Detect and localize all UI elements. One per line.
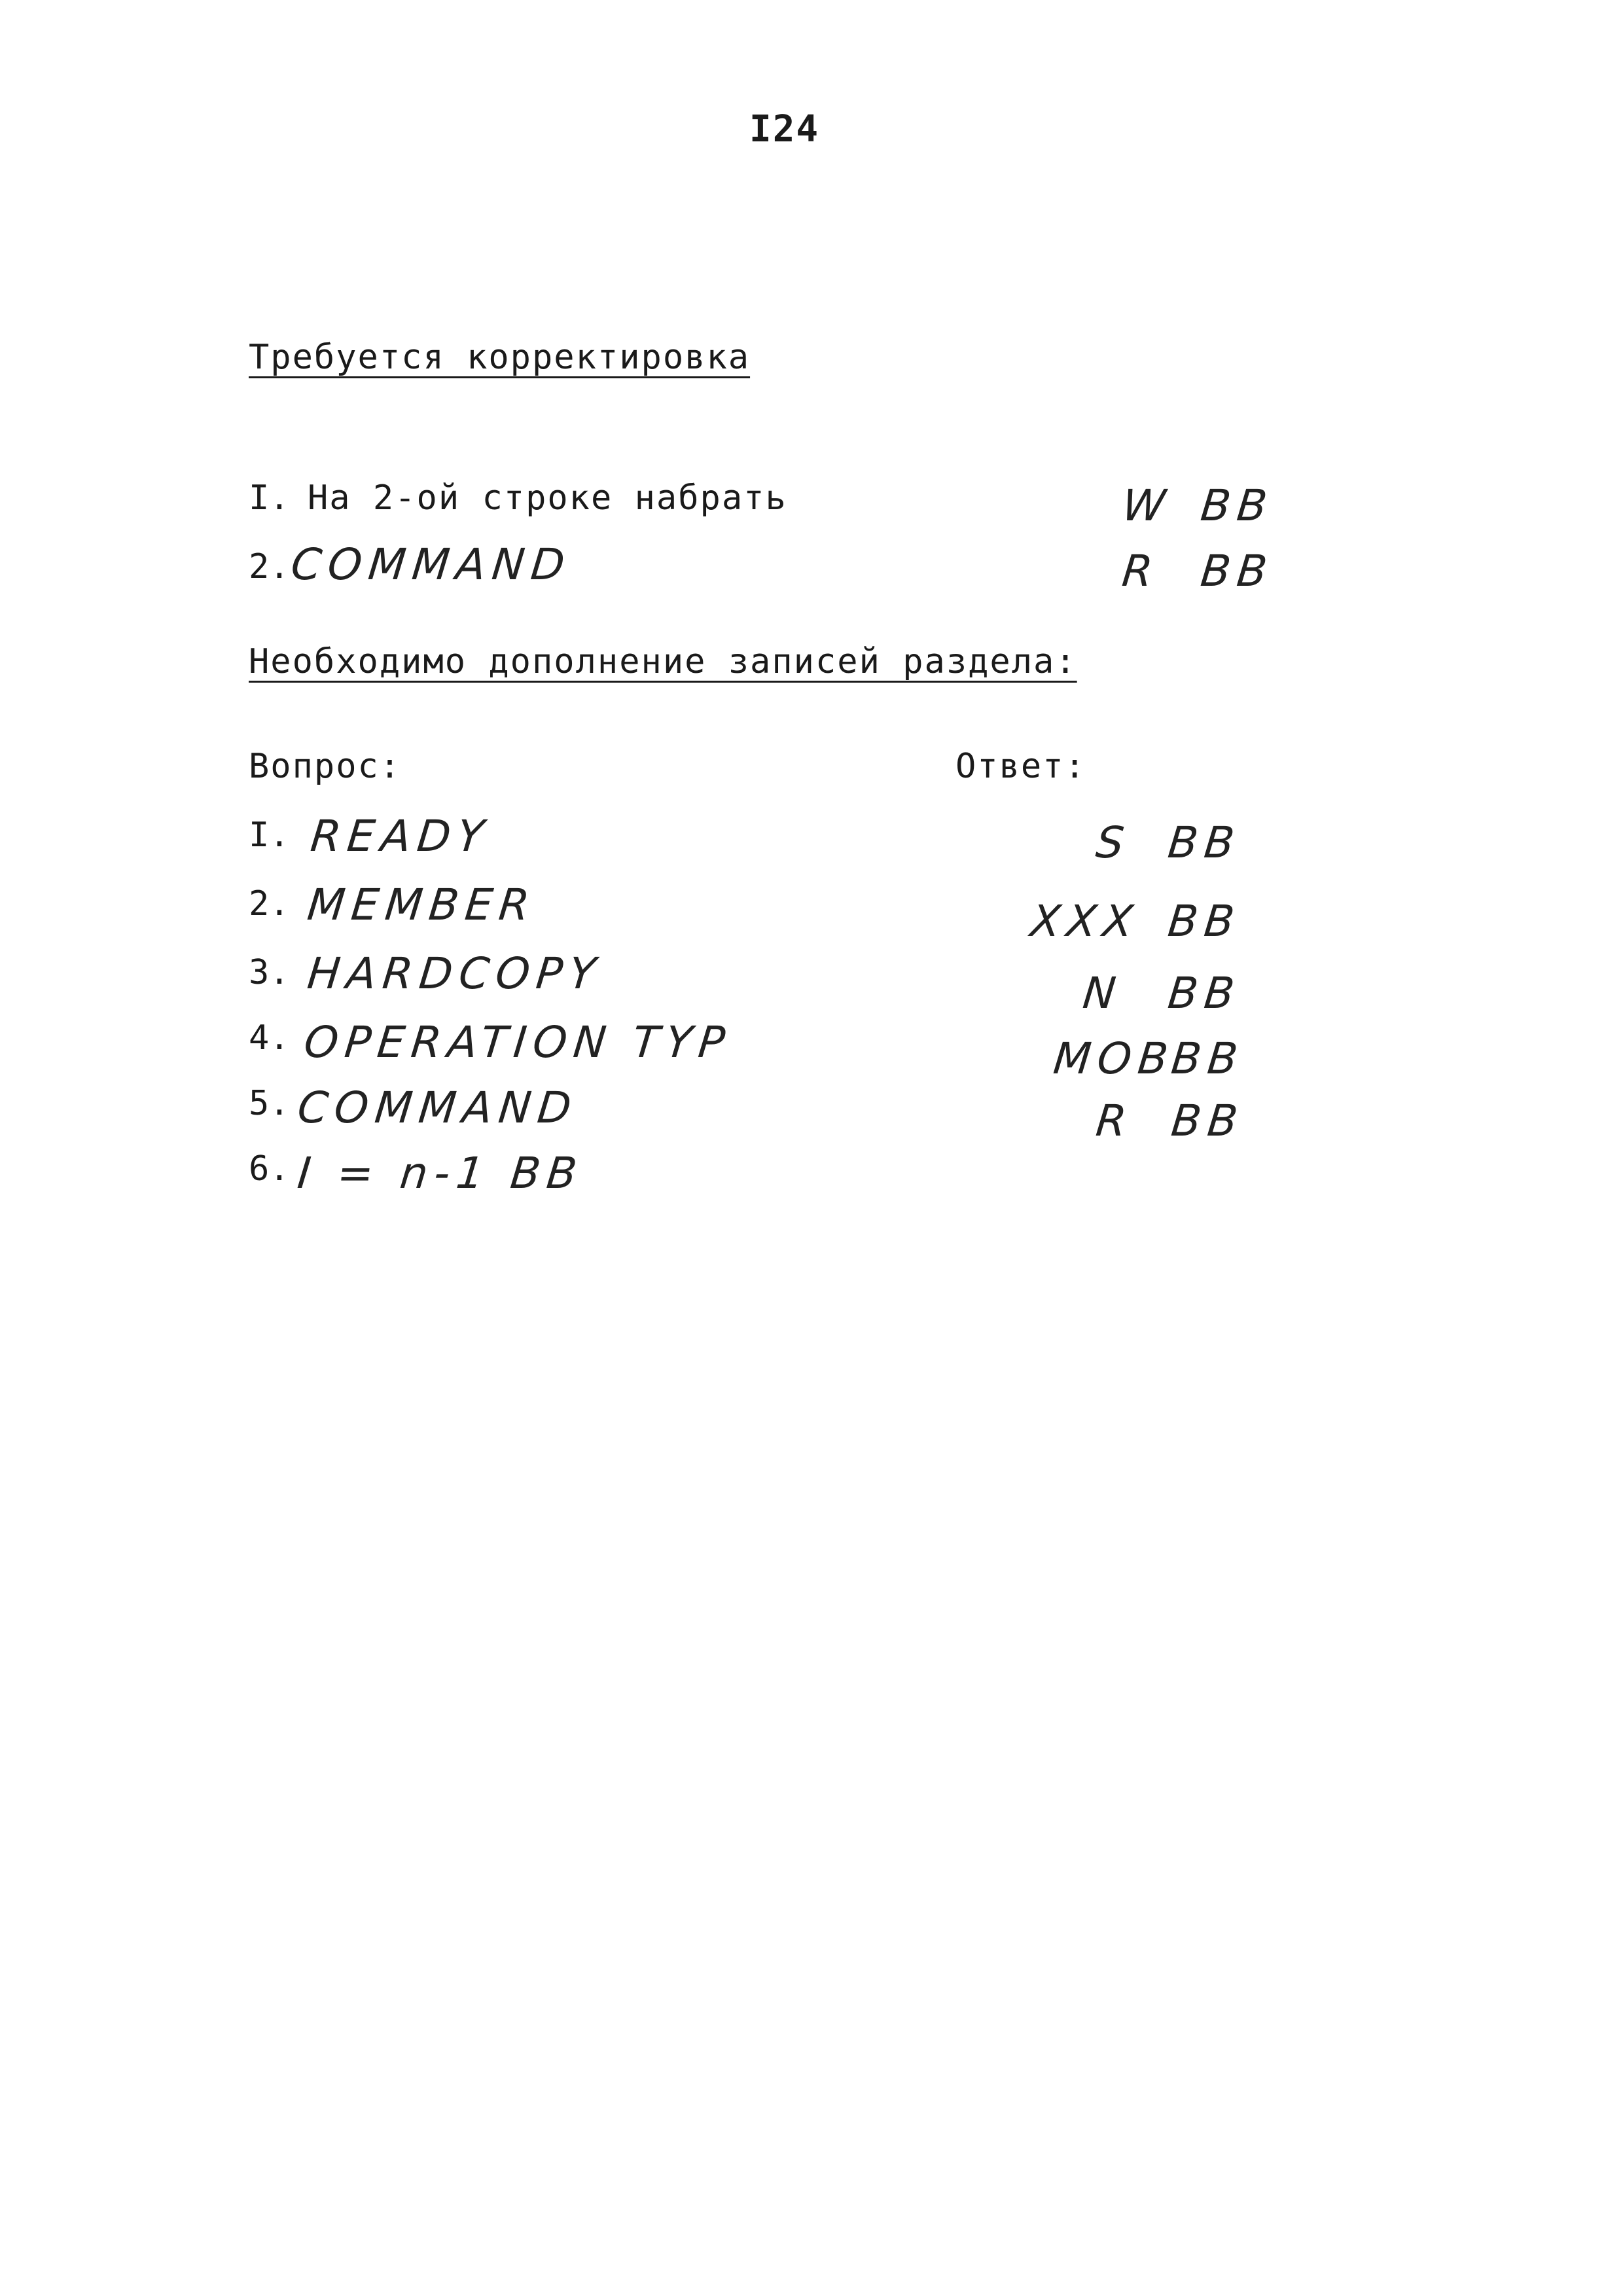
supplement-item-3-answer-code: N: [1080, 968, 1125, 1018]
supplement-item-4-answer-bb: BB: [1169, 1033, 1247, 1084]
supplement-heading: Необходимо дополнение записей раздела:: [249, 642, 1077, 681]
correction-item-1-answer-code: W: [1120, 480, 1175, 531]
supplement-item-2-answer-bb: BB: [1166, 896, 1243, 946]
supplement-item-6-number: 6.: [249, 1149, 290, 1189]
supplement-item-5-answer-bb: BB: [1169, 1096, 1247, 1146]
correction-item-2-number: 2.: [249, 547, 290, 586]
correction-item-2-text: COMMAND: [289, 539, 574, 590]
question-column-header: Вопрос:: [249, 747, 402, 786]
supplement-item-3-number: 3.: [249, 953, 290, 992]
supplement-item-3-answer-bb: BB: [1166, 968, 1243, 1018]
correction-item-2-answer-code: R: [1120, 546, 1162, 596]
supplement-item-4-number: 4.: [249, 1018, 290, 1058]
correction-heading: Требуется корректировка: [249, 338, 751, 377]
supplement-item-4-question: OPERATION TYP: [302, 1017, 734, 1067]
supplement-item-2-question: MEMBER: [305, 880, 539, 930]
correction-item-1-text: На 2-ой строке набрать: [308, 478, 787, 518]
supplement-item-1-question: READY: [308, 811, 493, 861]
correction-item-1-number: I.: [249, 478, 290, 518]
supplement-item-6-question: I = n-1 BB: [295, 1148, 586, 1198]
supplement-item-5-question: COMMAND: [295, 1083, 580, 1133]
correction-item-2-answer-bb: BB: [1198, 546, 1276, 596]
supplement-item-1-answer-bb: BB: [1166, 817, 1243, 868]
page-number: I24: [749, 108, 820, 151]
supplement-item-1-number: I.: [249, 816, 290, 855]
supplement-item-4-answer-code: MOB: [1051, 1033, 1177, 1084]
supplement-item-1-answer-code: S: [1094, 817, 1133, 868]
supplement-item-3-question: HARDCOPY: [305, 948, 605, 999]
supplement-item-5-answer-code: R: [1094, 1096, 1135, 1146]
supplement-item-5-number: 5.: [249, 1084, 290, 1123]
correction-item-1-answer-bb: BB: [1198, 480, 1276, 531]
supplement-item-2-answer-code: XXX: [1028, 896, 1142, 946]
answer-column-header: Ответ:: [955, 747, 1086, 786]
supplement-item-2-number: 2.: [249, 884, 290, 924]
